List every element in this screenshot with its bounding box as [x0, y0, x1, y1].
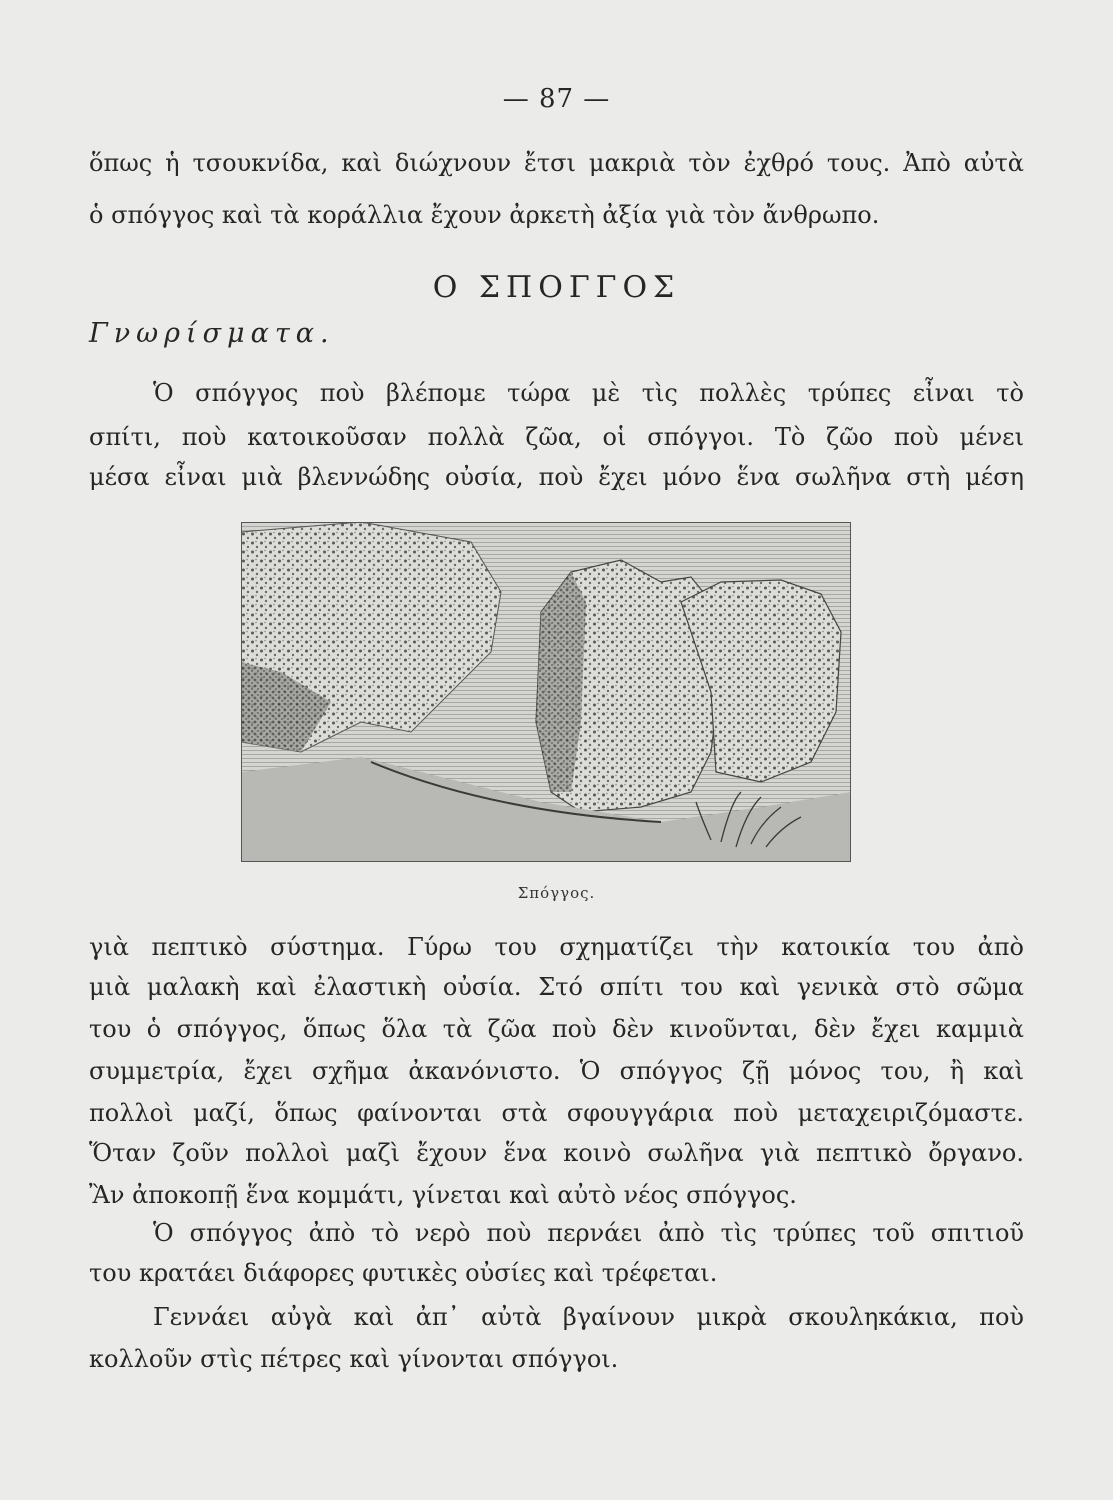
para2-line-5: πολλοὶ μαζί, ὅπως φαίνονται στὰ σφουγγάρια ποὺ μεταχειριζόμαστε.: [89, 1099, 1024, 1127]
para1-line-3: μέσα εἶναι μιὰ βλεννώδης οὐσία, ποὺ ἔχει μόνο ἕνα σωλῆνα στὴ μέση: [89, 463, 1024, 491]
para4-line-1: Γεννάει αὐγὰ καὶ ἀπ᾽ αὐτὰ βγαίνουν μικρὰ σκουληκάκια, ποὺ: [153, 1303, 1024, 1331]
intro-line-2: ὁ σπόγγος καὶ τὰ κοράλλια ἔχουν ἀρκετὴ ἀξία γιὰ τὸν ἄνθρωπο.: [89, 201, 880, 229]
para1-line-2: σπίτι, ποὺ κατοικοῦσαν πολλὰ ζῶα, οἱ σπόγγοι. Τὸ ζῶο ποὺ μένει: [89, 423, 1024, 451]
section-subtitle: Γνωρίσματα.: [89, 318, 335, 349]
para2-line-6: Ὅταν ζοῦν πολλοὶ μαζὶ ἔχουν ἕνα κοινὸ σωλῆνα γιὰ πεπτικὸ ὄργανο.: [89, 1139, 1024, 1167]
para3-line-1: Ὁ σπόγγος ἀπὸ τὸ νερὸ ποὺ περνάει ἀπὸ τὶς τρύπες τοῦ σπιτιοῦ: [153, 1219, 1024, 1247]
para1-line-1: Ὁ σπόγγος ποὺ βλέπομε τώρα μὲ τὶς πολλὲς τρύπες εἶναι τὸ: [153, 379, 1024, 407]
figure-caption: Σπόγγος.: [517, 884, 596, 902]
para3-line-2: του κρατάει διάφορες φυτικὲς οὐσίες καὶ τρέφεται.: [89, 1259, 718, 1287]
para4-line-2: κολλοῦν στὶς πέτρες καὶ γίνονται σπόγγοι.: [89, 1345, 619, 1373]
para2-line-1: γιὰ πεπτικὸ σύστημα. Γύρω του σχηματίζει τὴν κατοικία του ἀπὸ: [89, 933, 1024, 961]
para2-line-4: συμμετρία, ἔχει σχῆμα ἀκανόνιστο. Ὁ σπόγγος ζῇ μόνος του, ἢ καὶ: [89, 1057, 1024, 1085]
para2-line-7: Ἂν ἀποκοπῇ ἕνα κομμάτι, γίνεται καὶ αὐτὸ νέος σπόγγος.: [89, 1181, 797, 1209]
sponge-illustration: [241, 522, 851, 862]
sponge-engraving: [241, 522, 851, 862]
page-number: — 87 —: [502, 84, 611, 114]
para2-line-3: του ὁ σπόγγος, ὅπως ὅλα τὰ ζῶα ποὺ δὲν κινοῦνται, δὲν ἔχει καμμιὰ: [89, 1015, 1024, 1043]
section-title: Ο ΣΠΟΓΓΟΣ: [432, 270, 681, 305]
para2-line-2: μιὰ μαλακὴ καὶ ἐλαστικὴ οὐσία. Στό σπίτι του καὶ γενικὰ στὸ σῶμα: [89, 973, 1024, 1001]
intro-line-1: ὅπως ἡ τσουκνίδα, καὶ διώχνουν ἔτσι μακριὰ τὸν ἐχθρό τους. Ἀπὸ αὐτὰ: [89, 149, 1024, 177]
